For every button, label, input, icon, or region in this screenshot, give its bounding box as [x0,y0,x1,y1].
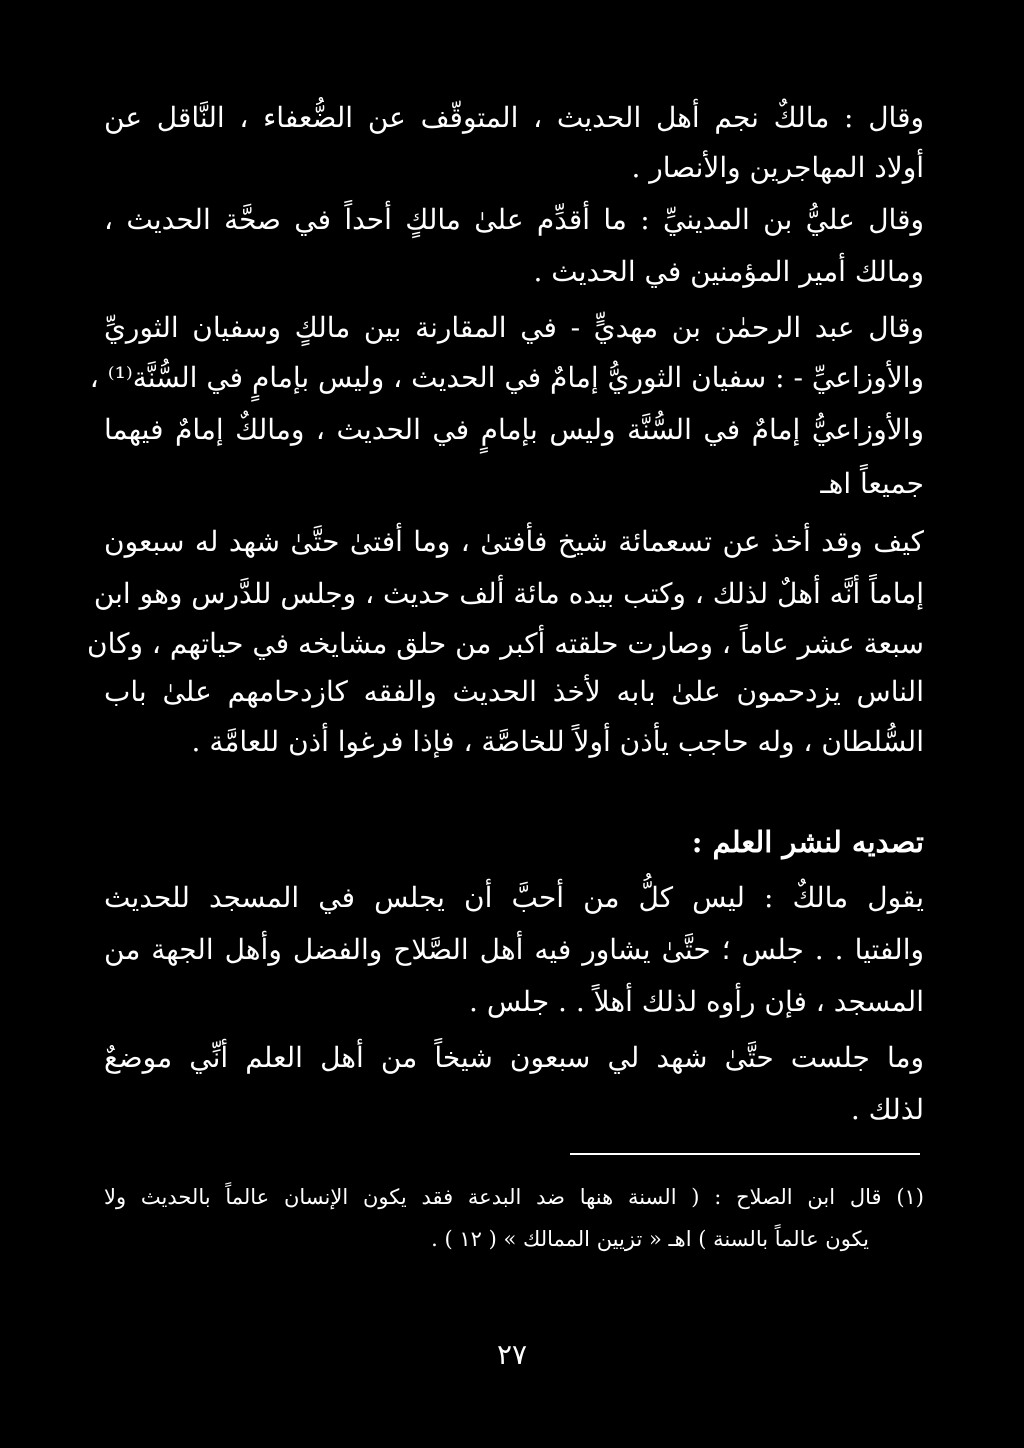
text-line: جميعاً اهـ [820,467,924,500]
text-line: لذلك . [850,1093,924,1126]
text-line: والأوزاعيُّ إمامٌ في السُّنَّة وليس بإمامٍ في الحديث ، ومالكٌ إمامٌ فيهما [104,413,924,446]
footnote-separator [570,1153,920,1155]
text-line: كيف وقد أخذ عن تسعمائة شيخ فأفتىٰ ، وما أفتىٰ حتَّىٰ شهد له سبعون [104,525,924,558]
text-line: والفتيا . . جلس ؛ حتَّىٰ يشاور فيه أهل الصَّلاح والفضل وأهل الجهة من [104,933,924,966]
text-line: وقال : مالكٌ نجم أهل الحديث ، المتوقّف عن الضُّعفاء ، النَّاقل عن [104,101,924,134]
page-number: ٢٧ [496,1338,528,1371]
footnote-line: (١) قال ابن الصلاح : ( السنة هنها ضد البدعة فقد يكون الإنسان عالماً بالحديث ولا [104,1185,924,1209]
text-line: السُّلطان ، وله حاجب يأذن أولاً للخاصَّة ، فإذا فرغوا أذن للعامَّة . [191,725,924,758]
text-line: ومالك أمير المؤمنين في الحديث . [533,255,924,288]
text-line: سبعة عشر عاماً ، وصارت حلقته أكبر من حلق مشايخه في حياتهم ، وكان [87,627,924,660]
text-line: والأوزاعيِّ - : سفيان الثوريُّ إمامٌ في الحديث ، وليس بإمامٍ في السُّنَّة⁽¹⁾ ، [89,361,924,394]
text-line: وقال عبد الرحمٰن بن مهديٍّ - في المقارنة بين مالكٍ وسفيان الثوريِّ [104,311,924,344]
text-line: يقول مالكٌ : ليس كلُّ من أحبَّ أن يجلس في المسجد للحديث [104,881,924,914]
text-line: إماماً أنَّه أهلٌ لذلك ، وكتب بيده مائة ألف حديث ، وجلس للدَّرس وهو ابن [93,577,924,610]
text-line: وقال عليُّ بن المدينيِّ : ما أقدِّم علىٰ مالكٍ أحداً في صحَّة الحديث ، [104,203,924,236]
section-heading: تصديه لنشر العلم : [691,825,924,859]
text-line: المسجد ، فإن رأوه لذلك أهلاً . . جلس . [469,985,924,1018]
footnote-line: يكون عالماً بالسنة ) اهـ « تزيين الممالك » ( ١٢ ) . [431,1227,869,1251]
text-line: أولاد المهاجرين والأنصار . [631,151,924,184]
text-line: وما جلست حتَّىٰ شهد لي سبعون شيخاً من أهل العلم أنِّي موضعٌ [104,1041,924,1074]
text-line: الناس يزدحمون علىٰ بابه لأخذ الحديث والفقه كازدحامهم علىٰ باب [104,675,924,708]
